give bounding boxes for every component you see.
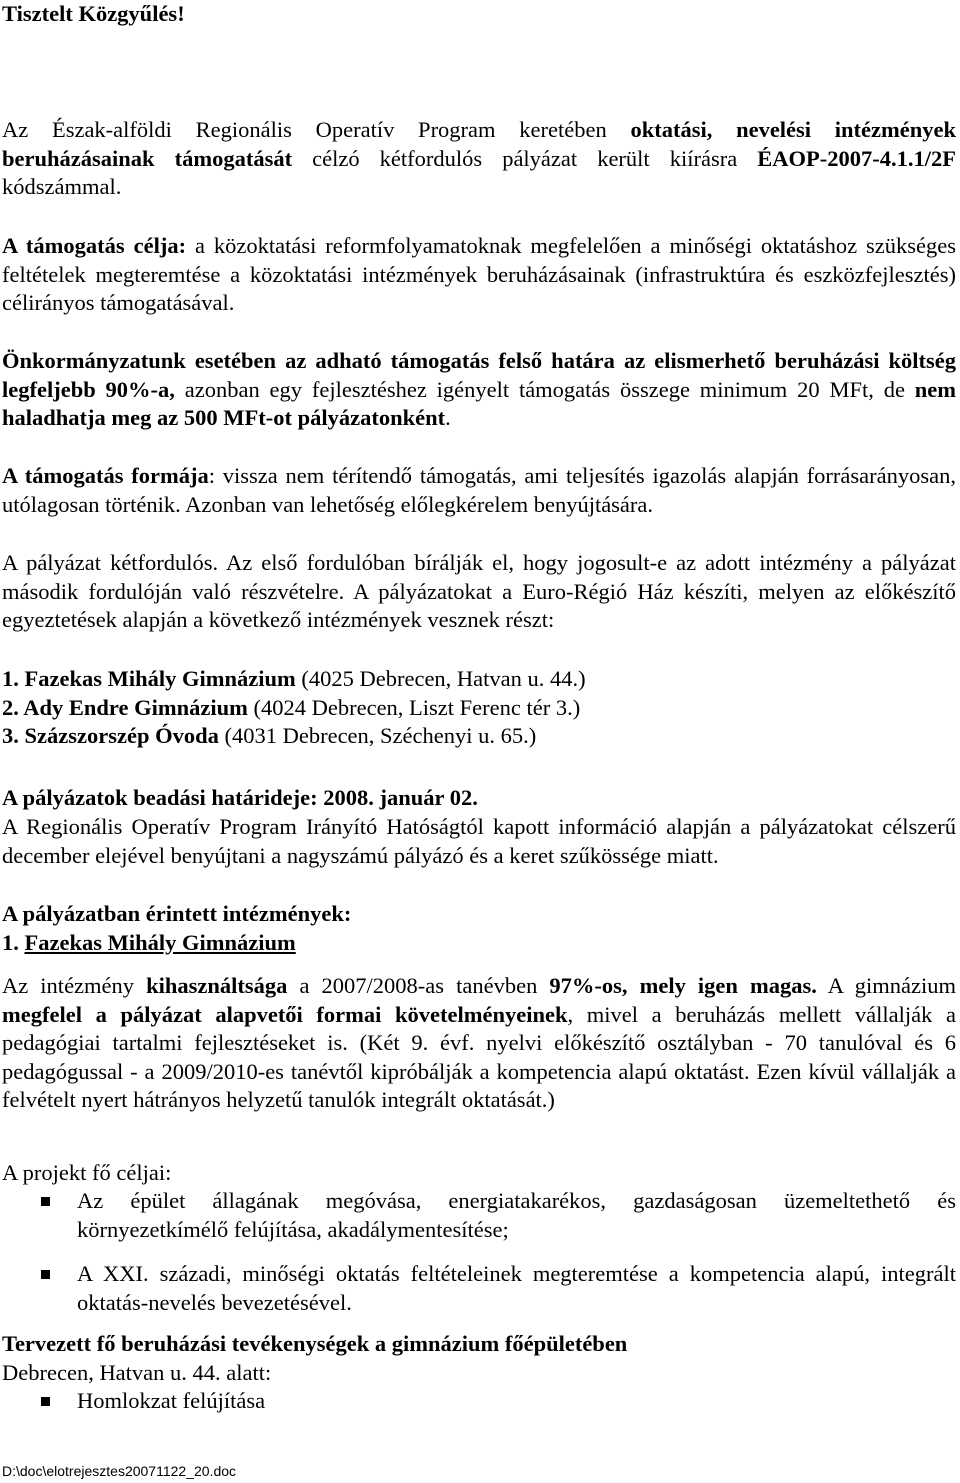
salutation-heading: Tisztelt Közgyűlés! [2,1,185,26]
bullet-square-icon [41,1197,50,1206]
deadline-heading: A pályázatok beadási határideje: 2008. január 02. [2,785,478,810]
institution-item: 3. Százszorszép Óvoda (4031 Debrecen, Széchenyi u. 65.) [2,723,537,748]
goal-item: Az épület állagának megóvása, energiatakarékos, gazdaságosan üzemeltethető és környezetkímélő felújítása, akadálymentesítése; [77,1188,956,1242]
support-form-paragraph: A támogatás formája: vissza nem térítendő támogatás, ami teljesítés igazolás alapján forrásarányosan, utólagosan történik. Azonban van lehetőség előlegkérelem benyújtására. [2,463,956,517]
intro-paragraph: Az Észak-alföldi Regionális Operatív Program keretében oktatási, nevelési intézmények beruházásainak támogatását célzó kétfordulós pályázat került kiírásra ÉAOP-2007-4.1.1/2F kódszámmal. [2,117,956,199]
institution-list [2,665,956,751]
works-heading: Tervezett fő beruházási tevékenységek a gimnázium főépületében [2,1331,628,1356]
works-item: Homlokzat felújítása [77,1388,266,1413]
goal-item: A XXI. századi, minőségi oktatás feltételeinek megteremtése a kompetencia alapú, integrált oktatás-nevelés bevezetésével. [77,1261,956,1315]
institution-item: 2. Ady Endre Gimnázium (4024 Debrecen, Liszt Ferenc tér 3.) [2,694,581,720]
deadline-paragraph: A Regionális Operatív Program Irányító Hatóságtól kapott információ alapján a pályázatokat célszerű december elejével benyújtani a nagyszámú pályázó és a keret szűkössége miatt. [2,814,956,868]
support-limit-paragraph: Önkormányzatunk esetében az adható támogatás felső határa az elismerhető beruházási költség legfeljebb 90%-a, azonban egy fejlesztéshez igényelt támogatás összege minimum 20 MFt, de nem haladhatja meg az 500 MFt-ot pályázatonként. [2,348,957,430]
goals-heading: A projekt fő céljai: [2,1160,172,1185]
two-round-paragraph: A pályázat kétfordulós. Az első fordulóban bírálják el, hogy jogosult-e az adott intézmény a pályázat második fordulóján való részvételre. A pályázatokat a Euro-Régió Ház készíti, melyen az előkészítő egyeztetések alapján a következő intézmények vesznek részt: [2,550,956,632]
institution-item: 1. Fazekas Mihály Gimnázium (4025 Debrecen, Hatvan u. 44.) [2,666,586,691]
bullet-square-icon [41,1397,50,1406]
file-path-footer: D:\doc\elotrejesztes20071122_20.doc [2,1463,237,1479]
bullet-square-icon [41,1270,50,1279]
affected-institution: 1. Fazekas Mihály Gimnázium [2,930,296,955]
works-location: Debrecen, Hatvan u. 44. alatt: [2,1360,272,1385]
affected-heading: A pályázatban érintett intézmények: [2,901,352,926]
support-goal-paragraph: A támogatás célja: a közoktatási reformfolyamatoknak megfelelően a minőségi oktatáshoz szükséges feltételek megteremtése a közoktatási intézmények beruházásainak (infrastruktúra és eszközfejlesztés) célirányos támogatásával. [2,233,956,315]
utilization-paragraph: Az intézmény kihasználtsága a 2007/2008-as tanévben 97%-os, mely igen magas. A gimnázium megfelel a pályázat alapvetői formai követelményeinek, mivel a beruházás mellett vállalják a pedagógiai tartalmi fejlesztéseket is. (Két 9. évf. nyelvi előkészítő osztályban - 70 tanulóval és 6 pedagógussal - a 2009/2010-es tanévtől kipróbálják a kompetencia alapú oktatást. Ezen kívül vállalják a felvételt nyert hátrányos helyzetű tanulók integrált oktatását.) [2,973,957,1112]
